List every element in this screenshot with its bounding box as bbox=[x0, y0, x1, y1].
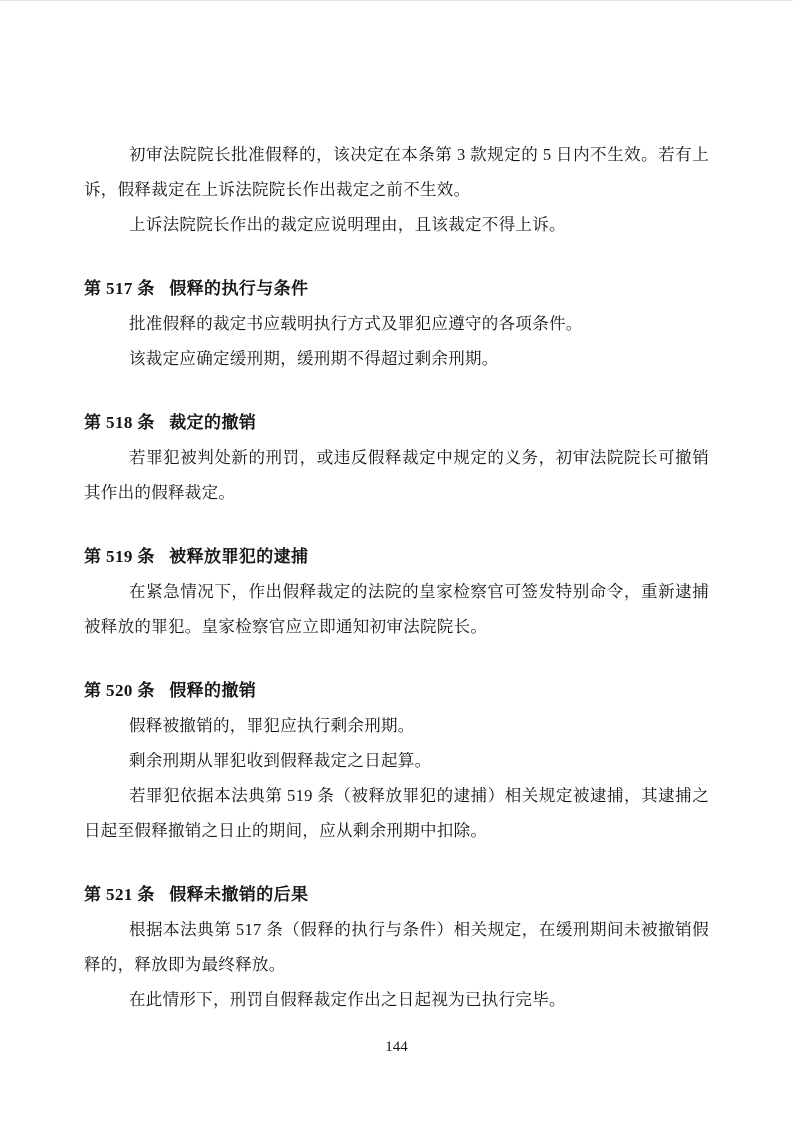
article-519-heading bbox=[84, 539, 709, 574]
article-518-heading bbox=[84, 405, 709, 440]
article-520-heading bbox=[84, 673, 709, 708]
article-title: 裁定的撤销 bbox=[169, 413, 257, 432]
body-paragraph: 根据本法典第 517 条（假释的执行与条件）相关规定，在缓刑期间未被撤销假释的，释放即为最终释放。 bbox=[84, 920, 709, 974]
page-number: 144 bbox=[385, 1039, 408, 1055]
article-521 bbox=[84, 877, 709, 1017]
body-paragraph: 若罪犯被判处新的刑罚，或违反假释裁定中规定的义务，初审法院院长可撤销其作出的假释裁定。 bbox=[84, 448, 709, 502]
article-title: 假释的执行与条件 bbox=[169, 279, 309, 298]
article-title: 假释未撤销的后果 bbox=[169, 885, 309, 904]
body-paragraph: 初审法院院长批准假释的，该决定在本条第 3 款规定的 5 日内不生效。若有上诉，假释裁定在上诉法院院长作出裁定之前不生效。 bbox=[84, 145, 709, 199]
article-title: 假释的撤销 bbox=[169, 681, 257, 700]
article-number: 第 521 条 bbox=[84, 885, 155, 904]
body-paragraph: 批准假释的裁定书应载明执行方式及罪犯应遵守的各项条件。 bbox=[129, 314, 583, 333]
article-title: 被释放罪犯的逮捕 bbox=[169, 547, 309, 566]
article-518 bbox=[84, 405, 709, 510]
body-paragraph: 在紧急情况下，作出假释裁定的法院的皇家检察官可签发特别命令，重新逮捕被释放的罪犯。皇家检察官应立即通知初审法院院长。 bbox=[84, 582, 709, 636]
body-paragraph: 在此情形下，刑罚自假释裁定作出之日起视为已执行完毕。 bbox=[129, 990, 566, 1009]
article-number: 第 517 条 bbox=[84, 279, 155, 298]
article-number: 第 520 条 bbox=[84, 681, 155, 700]
document-content bbox=[84, 137, 709, 1017]
article-517 bbox=[84, 271, 709, 376]
article-number: 第 519 条 bbox=[84, 547, 155, 566]
article-519 bbox=[84, 539, 709, 644]
body-paragraph: 剩余刑期从罪犯收到假释裁定之日起算。 bbox=[129, 751, 432, 770]
body-paragraph: 上诉法院院长作出的裁定应说明理由，且该裁定不得上诉。 bbox=[129, 215, 566, 234]
body-paragraph: 若罪犯依据本法典第 519 条（被释放罪犯的逮捕）相关规定被逮捕，其逮捕之日起至假释撤销之日止的期间，应从剩余刑期中扣除。 bbox=[84, 786, 709, 840]
article-number: 第 518 条 bbox=[84, 413, 155, 432]
article-517-heading bbox=[84, 271, 709, 306]
article-520 bbox=[84, 673, 709, 848]
article-521-heading bbox=[84, 877, 709, 912]
body-paragraph: 假释被撤销的，罪犯应执行剩余刑期。 bbox=[129, 716, 415, 735]
body-paragraph: 该裁定应确定缓刑期，缓刑期不得超过剩余刑期。 bbox=[129, 349, 499, 368]
